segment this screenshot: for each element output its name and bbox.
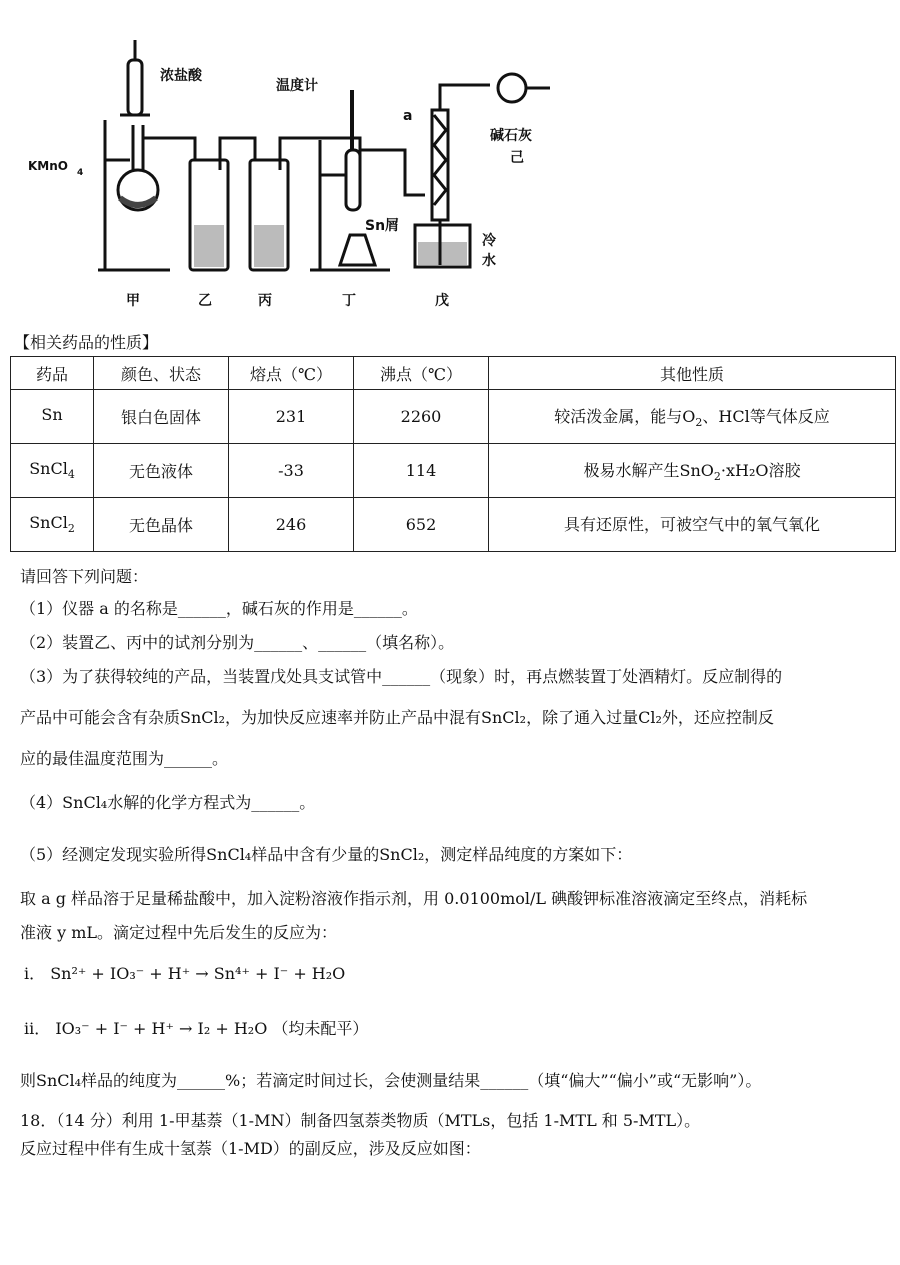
table-cell-name: Sn [11,390,94,444]
table-cell-other: 极易水解产生SnO$_2$·xH₂O溶胶 [489,444,896,498]
table-header: 熔点（℃） [229,357,354,390]
table-cell-other: 具有还原性，可被空气中的氧气氧化 [489,498,896,552]
question-18-line-1: 18．（14 分）利用 1-甲基萘（1-MN）制备四氢萘类物质（MTLs，包括 1-MTL 和 5-MTL）。 [20,1111,701,1130]
question-18-line-2: 反应过程中伴有生成十氢萘（1-MD）的副反应，涉及反应如图： [20,1139,481,1158]
question-1: （1）仪器 a 的名称是______，碱石灰的作用是______。 [20,599,418,618]
question-3-line-2: 产品中可能会含有杂质SnCl₂，为加快反应速率并防止产品中混有SnCl₂，除了通入过量Cl₂外，还应控制反 [20,708,774,727]
table-header: 药品 [11,357,94,390]
apparatus-diagram [20,20,580,320]
table-cell-mp: -33 [229,444,354,498]
label-sn-shavings: Sn屑 [365,218,400,234]
table-header: 其他性质 [489,357,896,390]
table-row [11,444,896,498]
label-kmno4: KMnO [28,159,68,173]
question-5-line-2: 取 a g 样品溶于足量稀盐酸中，加入淀粉溶液作指示剂，用 0.0100mol/L 碘酸钾标准溶液滴定至终点，消耗标 [20,889,808,908]
question-5-line-1: （5）经测定发现实验所得SnCl₄样品中含有少量的SnCl₂，测定样品纯度的方案如下： [20,845,633,864]
properties-heading: 【相关药品的性质】 [14,333,159,352]
question-2: （2）装置乙、丙中的试剂分别为______、______（填名称）。 [20,633,455,652]
label-kmno4-sub: 4 [77,168,84,178]
label-thermometer: 温度计 [276,78,318,94]
reaction-ii: ii． IO₃⁻ + I⁻ + H⁺ → I₂ + H₂O （均未配平） [24,1019,369,1038]
table-cell-state: 银白色固体 [94,390,229,444]
table-cell-name: SnCl$_2$ [11,498,94,552]
table-cell-bp: 2260 [354,390,489,444]
label-wu: 戊 [435,293,449,309]
table-row [11,390,896,444]
label-a: a [403,108,413,124]
table-cell-name: SnCl$_4$ [11,444,94,498]
table-cell-state: 无色晶体 [94,498,229,552]
table-cell-bp: 114 [354,444,489,498]
question-5-line-3: 准液 y mL。滴定过程中先后发生的反应为： [20,923,338,942]
question-3-line-3: 应的最佳温度范围为______。 [20,749,229,768]
table-cell-state: 无色液体 [94,444,229,498]
reaction-i: i． Sn²⁺ + IO₃⁻ + H⁺ → Sn⁴⁺ + I⁻ + H₂O [24,964,346,983]
table-header: 沸点（℃） [354,357,489,390]
label-jia: 甲 [126,293,140,309]
table-header-row [11,357,896,390]
label-bing: 丙 [258,293,272,309]
table-cell-other: 较活泼金属，能与$O_2$、HCl等气体反应 [489,390,896,444]
question-5-line-4: 则SnCl₄样品的纯度为______%；若滴定时间过长，会使测量结果______（填“偏大”“偏小”或“无影响”）。 [20,1071,762,1090]
label-cold-water-1: 冷 [482,233,496,249]
apparatus-svg [20,20,580,320]
question-3-line-1: （3）为了获得较纯的产品，当装置戊处具支试管中______（现象）时，再点燃装置丁处酒精灯。反应制得的 [20,667,783,686]
label-ding: 丁 [342,293,356,309]
question-4: （4）SnCl₄水解的化学方程式为______。 [20,793,316,812]
table-cell-mp: 231 [229,390,354,444]
label-ji: 己 [510,150,524,166]
label-cold-water-2: 水 [482,253,496,269]
properties-table [10,356,896,552]
label-soda-lime: 碱石灰 [490,128,532,144]
table-cell-mp: 246 [229,498,354,552]
table-header: 颜色、状态 [94,357,229,390]
label-yi: 乙 [198,293,212,309]
label-conc-hcl: 浓盐酸 [160,68,202,84]
table-row [11,498,896,552]
table-cell-bp: 652 [354,498,489,552]
questions-intro: 请回答下列问题： [20,567,149,586]
